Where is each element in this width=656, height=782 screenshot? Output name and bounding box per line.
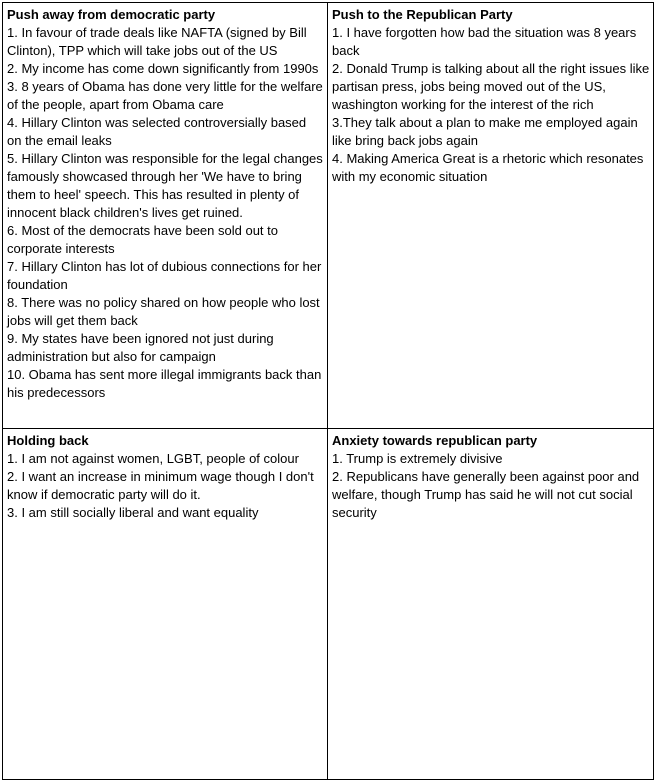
list-item: 7. Hillary Clinton has lot of dubious connections for her foundation [7, 259, 322, 292]
quadrant-holding-back [3, 429, 328, 779]
list-item: 2. Republicans have generally been against poor and welfare, though Trump has said he will not cut social security [332, 469, 640, 520]
list-item: 9. My states have been ignored not just during administration but also for campaign [7, 331, 274, 364]
list-item: 1. In favour of trade deals like NAFTA (signed by Bill Clinton), TPP which will take jobs out of the US [7, 25, 307, 58]
list-item: 2. My income has come down significantly from 1990s [7, 61, 319, 76]
list-item: 10. Obama has sent more illegal immigrants back than his predecessors [7, 367, 322, 400]
list-item: 1. I have forgotten how bad the situation was 8 years back [332, 25, 637, 58]
item-list [332, 24, 650, 186]
list-item: 1. Trump is extremely divisive [332, 451, 503, 466]
quadrant-heading: Push away from democratic party [7, 7, 216, 22]
list-item: 3.They talk about a plan to make me employed again like bring back jobs again [332, 115, 638, 148]
four-quadrant-table [2, 2, 654, 780]
item-list [7, 24, 324, 402]
item-list [332, 450, 650, 522]
quadrant-anxiety-republican [328, 429, 653, 779]
quadrant-heading: Holding back [7, 433, 89, 448]
quadrant-heading: Anxiety towards republican party [332, 433, 538, 448]
quadrant-heading: Push to the Republican Party [332, 7, 513, 22]
list-item: 4. Hillary Clinton was selected controversially based on the email leaks [7, 115, 307, 148]
list-item: 2. I want an increase in minimum wage though I don't know if democratic party will do it. [7, 469, 314, 502]
list-item: 8. There was no policy shared on how people who lost jobs will get them back [7, 295, 320, 328]
list-item: 3. 8 years of Obama has done very little for the welfare of the people, apart from Obama care [7, 79, 323, 112]
list-item: 4. Making America Great is a rhetoric which resonates with my economic situation [332, 151, 644, 184]
list-item: 3. I am still socially liberal and want equality [7, 505, 259, 520]
quadrant-push-to-republican [328, 3, 653, 429]
item-list [7, 450, 324, 522]
list-item: 6. Most of the democrats have been sold out to corporate interests [7, 223, 278, 256]
list-item: 5. Hillary Clinton was responsible for the legal changes famously showcased through her 'We have to bring them to heel' speech. This has resulted in plenty of innocent black children's lives get ruined. [7, 151, 323, 220]
list-item: 2. Donald Trump is talking about all the right issues like partisan press, jobs being moved out of the US, washington working for the interest of the rich [332, 61, 650, 112]
quadrant-push-away-democratic [3, 3, 328, 429]
list-item: 1. I am not against women, LGBT, people of colour [7, 451, 299, 466]
